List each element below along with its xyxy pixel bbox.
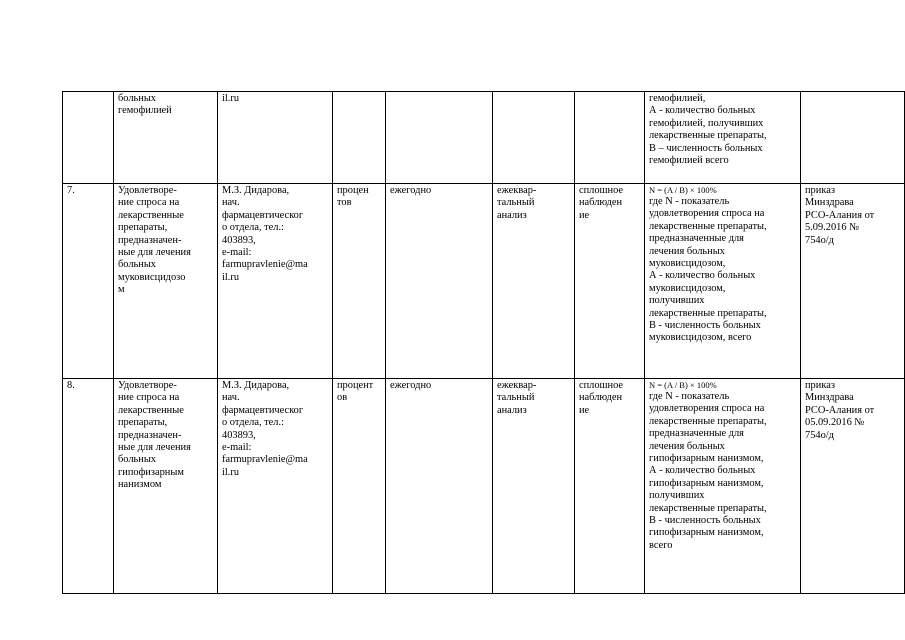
calculation-method-cell [645,92,801,184]
periodicity-cell [386,92,493,184]
text-line: лекарственные препараты, [649,415,767,427]
text-line: больных [118,454,157,466]
text-line: М.З. Дидарова, [222,185,290,196]
legal-basis-cell [801,379,905,594]
text-line: Удовлетворе- [118,185,177,196]
text-line: о отдела, тел.: [222,417,284,429]
text-line: больных [118,259,157,271]
text-line: il.ru [222,466,240,478]
table-row [63,379,905,594]
text-line: м [118,284,125,296]
text-line: нач. [222,197,240,209]
responsible-person-cell [218,379,333,594]
text-line: В - численность больных [649,320,761,332]
legal-basis-cell [801,184,905,379]
responsible-person-cell [218,92,333,184]
formula: N = (A / B) × 100% [649,185,717,195]
text-line: муковисцидозом, [649,258,726,270]
text-line: РСО-Алания от [805,209,875,221]
text-line: РСО-Алания от [805,404,875,416]
text-line: приказ [805,380,835,391]
text-line: В - численность больных [649,515,761,527]
text-line: e-mail: [222,442,252,454]
text-line: наблюден [579,197,623,209]
table-row [63,92,905,184]
text-line: получивших [649,295,705,307]
text-line: лечения больных [649,440,725,452]
text-line: ние спроса на [118,197,180,209]
text-line: гемофилией, получивших [649,117,764,129]
text-line: нанизмом [118,479,162,491]
reporting-cell [493,92,575,184]
table-body [63,92,905,594]
text-line: лекарственные препараты, [649,502,767,514]
text-line: 5.09.2016 № [805,222,860,234]
text-line: анализ [497,209,527,221]
text-line: процент [337,380,374,391]
indicators-table [62,91,905,594]
text-line: e-mail: [222,247,252,259]
text-line: гемофилией [118,105,172,117]
text-line: ие [579,209,590,221]
text-line: гипофизарным нанизмом, [649,527,764,539]
legal-basis-cell [801,92,905,184]
text-line: больных [118,93,157,104]
text-line: получивших [649,490,705,502]
text-line: А - количество больных [649,270,756,282]
text-line: фармацевтическог [222,404,304,416]
text-line: всего [649,539,673,551]
text-line: фармацевтическог [222,209,304,221]
unit-cell [333,184,386,379]
text-line: препараты, [118,417,168,429]
text-line: анализ [497,404,527,416]
text-line: приказ [805,185,835,196]
text-line: il.ru [222,93,240,104]
text-line: лечения больных [649,245,725,257]
row-number-cell [63,92,114,184]
text-line: препараты, [118,222,168,234]
text-line: М.З. Дидарова, [222,380,290,391]
text-line: 403893, [222,429,256,441]
text-line: А - количество больных [649,105,756,117]
text-line: ежеквар- [497,185,537,196]
text-line: процен [337,185,369,196]
text-line: нач. [222,392,240,404]
unit-cell [333,379,386,594]
text-line: лекарственные препараты, [649,220,767,232]
text-line: гипофизарным [118,466,184,478]
text-line: предназначен- [118,429,182,441]
calculation-method-cell [645,184,801,379]
text-line: лекарственные [118,209,184,221]
text-line: ные для лечения [118,442,191,454]
text-line: лекарственные [118,404,184,416]
table-row [63,184,905,379]
text-line: ежегодно [390,380,432,391]
text-line: 403893, [222,234,256,246]
text-line: предназначен- [118,234,182,246]
text-line: удовлетворения спроса на [649,208,765,220]
text-line: А - количество больных [649,465,756,477]
text-line: гемофилией всего [649,155,729,167]
text-line: лекарственные препараты, [649,130,767,142]
text-line: farmupravlenie@ma [222,454,308,466]
method-cell [575,379,645,594]
unit-cell [333,92,386,184]
method-cell [575,184,645,379]
indicator-name-cell [114,379,218,594]
reporting-cell [493,379,575,594]
text-line: 754о/д [805,429,834,441]
text-line: где N - показатель [649,391,730,402]
text-line: сплошное [579,380,624,391]
indicator-name-cell [114,184,218,379]
text-line: Удовлетворе- [118,380,177,391]
text-line: муковисцидозом, [649,282,726,294]
method-cell [575,92,645,184]
calculation-method-cell [645,379,801,594]
text-line: о отдела, тел.: [222,222,284,234]
text-line: Минздрава [805,392,854,404]
responsible-person-cell [218,184,333,379]
text-line: 754о/д [805,234,834,246]
reporting-cell [493,184,575,379]
text-line: ежегодно [390,185,432,196]
text-line: ежеквар- [497,380,537,391]
text-line: тальный [497,197,535,209]
text-line: гипофизарным нанизмом, [649,477,764,489]
text-line: удовлетворения спроса на [649,403,765,415]
text-line: предназначенные для [649,233,744,245]
text-line: 05.09.2016 № [805,417,865,429]
text-line: Минздрава [805,197,854,209]
indicator-name-cell [114,92,218,184]
formula: N = (A / B) × 100% [649,380,717,390]
row-number-cell [63,184,114,379]
text-line: тальный [497,392,535,404]
row-number: 7. [67,185,75,196]
text-line: муковисцидозом, всего [649,332,752,344]
text-line: ие [579,404,590,416]
text-line: лекарственные препараты, [649,307,767,319]
periodicity-cell [386,379,493,594]
text-line: ние спроса на [118,392,180,404]
row-number: 8. [67,380,75,391]
text-line: предназначенные для [649,428,744,440]
periodicity-cell [386,184,493,379]
text-line: сплошное [579,185,624,196]
text-line: гемофилией, [649,93,706,104]
text-line: гипофизарным нанизмом, [649,453,764,465]
text-line: В – численность больных [649,142,763,154]
text-line: ов [337,392,348,404]
text-line: ные для лечения [118,247,191,259]
text-line: где N - показатель [649,196,730,207]
text-line: il.ru [222,271,240,283]
text-line: farmupravlenie@ma [222,259,308,271]
text-line: муковисцидозо [118,271,186,283]
row-number-cell [63,379,114,594]
text-line: тов [337,197,352,209]
text-line: наблюден [579,392,623,404]
